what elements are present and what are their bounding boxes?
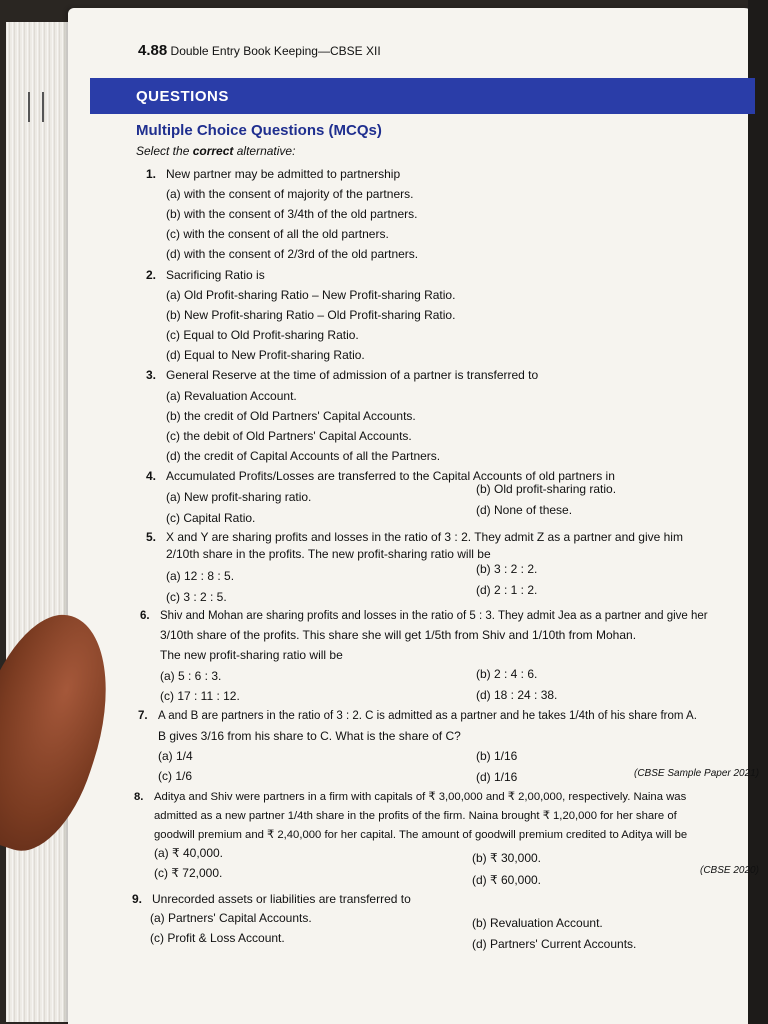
option-1c: (c) with the consent of all the old partners.: [166, 227, 389, 241]
option-5b: (b) 3 : 2 : 2.: [476, 562, 538, 576]
instruction: Select the correct alternative:: [136, 144, 296, 158]
question-7-line-2: B gives 3/16 from his share to C. What is the share of C?: [158, 729, 461, 743]
question-6-line-3: The new profit-sharing ratio will be: [160, 648, 343, 662]
page-header: [138, 42, 381, 59]
option-4c: (c) Capital Ratio.: [166, 511, 256, 525]
question-8: 8. Aditya and Shiv were partners in a firm with capitals of ₹ 3,00,000 and ₹ 2,00,000, respectively. Naina was: [134, 791, 687, 803]
option-2c: (c) Equal to Old Profit-sharing Ratio.: [166, 328, 359, 342]
option-8b: (b) ₹ 30,000.: [472, 851, 542, 865]
source-7: (CBSE Sample Paper 2021): [634, 768, 760, 779]
option-6b: (b) 2 : 4 : 6.: [476, 667, 538, 681]
option-5a: (a) 12 : 8 : 5.: [166, 569, 235, 583]
option-4a: (a) New profit-sharing ratio.: [166, 490, 312, 504]
option-7a: (a) 1/4: [158, 749, 193, 763]
question-8-line-2: admitted as a new partner 1/4th share in the profits of the firm. Naina brought ₹ 1,20,000 for her share of: [154, 810, 677, 822]
option-8c: (c) ₹ 72,000.: [154, 866, 223, 880]
option-5d: (d) 2 : 1 : 2.: [476, 583, 538, 597]
option-3d: (d) the credit of Capital Accounts of all the Partners.: [166, 449, 441, 463]
question-6: 6. Shiv and Mohan are sharing profits and losses in the ratio of 5 : 3. They admit Jea as a partner and give her: [140, 610, 708, 622]
option-2d: (d) Equal to New Profit-sharing Ratio.: [166, 348, 365, 362]
question-2: 2. Sacrificing Ratio is: [146, 268, 265, 282]
section-title: QUESTIONS: [136, 88, 229, 105]
option-6d: (d) 18 : 24 : 38.: [476, 688, 558, 702]
option-9a: (a) Partners' Capital Accounts.: [150, 911, 312, 925]
option-1b: (b) with the consent of 3/4th of the old partners.: [166, 207, 418, 221]
question-5: 5. X and Y are sharing profits and losses in the ratio of 3 : 2. They admit Z as a partner and give him: [146, 530, 683, 544]
option-8d: (d) ₹ 60,000.: [472, 873, 542, 887]
option-7d: (d) 1/16: [476, 770, 518, 784]
question-5-line-2: 2/10th share in the profits. The new profit-sharing ratio will be: [166, 547, 491, 561]
option-3b: (b) the credit of Old Partners' Capital Accounts.: [166, 409, 416, 423]
option-6c: (c) 17 : 11 : 12.: [160, 689, 240, 703]
book-title: Double Entry Book Keeping—CBSE XII: [170, 44, 381, 58]
option-4d: (d) None of these.: [476, 503, 573, 517]
question-6-line-2: 3/10th share of the profits. This share she will get 1/5th from Shiv and 1/10th from Mohan.: [160, 628, 637, 642]
question-3: 3. General Reserve at the time of admission of a partner is transferred to: [146, 368, 539, 382]
option-7c: (c) 1/6: [158, 769, 193, 783]
option-5c: (c) 3 : 2 : 5.: [166, 590, 227, 604]
option-6a: (a) 5 : 6 : 3.: [160, 669, 222, 683]
option-3a: (a) Revaluation Account.: [166, 389, 297, 403]
option-1d: (d) with the consent of 2/3rd of the old partners.: [166, 247, 419, 261]
page-number: 4.88: [138, 42, 168, 59]
mcq-heading: Multiple Choice Questions (MCQs): [136, 122, 382, 139]
question-8-line-3: goodwill premium and ₹ 2,40,000 for her capital. The amount of goodwill premium credited to Aditya will be: [154, 829, 688, 841]
option-8a: (a) ₹ 40,000.: [154, 846, 224, 860]
margin-marks: [28, 92, 44, 122]
option-1a: (a) with the consent of majority of the partners.: [166, 187, 414, 201]
question-7: 7. A and B are partners in the ratio of 3 : 2. C is admitted as a partner and he takes 1/4th of his share from A.: [138, 710, 697, 722]
option-2a: (a) Old Profit-sharing Ratio – New Profit-sharing Ratio.: [166, 288, 456, 302]
option-2b: (b) New Profit-sharing Ratio – Old Profit-sharing Ratio.: [166, 308, 456, 322]
source-8: (CBSE 2020): [700, 865, 759, 876]
option-3c: (c) the debit of Old Partners' Capital Accounts.: [166, 429, 412, 443]
option-9b: (b) Revaluation Account.: [472, 916, 603, 930]
question-9: 9. Unrecorded assets or liabilities are transferred to: [132, 892, 411, 906]
option-4b: (b) Old profit-sharing ratio.: [476, 482, 617, 496]
option-7b: (b) 1/16: [476, 749, 518, 763]
option-9c: (c) Profit & Loss Account.: [150, 931, 285, 945]
option-9d: (d) Partners' Current Accounts.: [472, 937, 637, 951]
question-4: 4. Accumulated Profits/Losses are transferred to the Capital Accounts of old partners in: [146, 469, 615, 483]
question-1: 1. New partner may be admitted to partnership: [146, 167, 401, 181]
